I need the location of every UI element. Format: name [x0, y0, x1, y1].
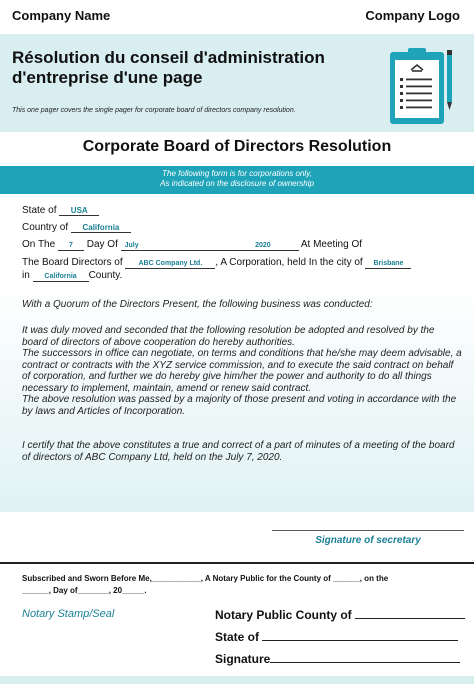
corporation-text: , A Corporation, held In the city of: [215, 257, 363, 268]
clipboard-checklist-icon: [384, 44, 458, 128]
city-field[interactable]: Brisbane: [365, 259, 411, 269]
month-field[interactable]: July: [121, 241, 191, 251]
board-label: The Board Directors of: [22, 257, 123, 268]
notary-stamp-label: Notary Stamp/Seal: [22, 608, 115, 620]
notary-statement-line1: Subscribed and Sworn Before Me,___________, A Notary Public for the County of ______, on the: [22, 574, 389, 583]
state-row: [22, 205, 99, 216]
section-divider: [0, 562, 474, 564]
company-field[interactable]: ABC Company Ltd.: [125, 259, 215, 269]
county-label: County.: [88, 270, 123, 281]
on-the-label: On The: [22, 239, 56, 250]
secretary-signature-label: Signature of secretary: [315, 535, 421, 546]
notary-state-label: State of: [215, 630, 260, 644]
state-label: State of: [22, 205, 57, 216]
certify-paragraph: I certify that the above constitutes a true and correct of a part of minutes of a meeting of the board of directors of ABC Company Ltd, held on the July 7, 2020.: [22, 440, 455, 463]
notary-statement-line2: ______, Day of_______, 20_____.: [22, 586, 147, 595]
resolution-paragraph: [22, 325, 462, 417]
moved-text: It was duly moved and seconded that the following resolution be adopted and resolved by the board of directors of above cooperation do hereby authorities.: [22, 325, 435, 348]
country-row: [22, 222, 131, 233]
notary-county-row: [215, 608, 465, 622]
hero-section: [0, 34, 474, 132]
in-label: in: [22, 270, 30, 281]
country-field[interactable]: California: [71, 223, 131, 233]
successors-text: The successors in office can negotiate, on terms and conditions that he/she may deem advisable, a contract or contracts with the XYZ service commission, and to execute the said contract on behalf of corporation, and further we do hereby give him/her the power and authority to do all things necessary to implement, maintain, amend or renew said contract.: [22, 348, 462, 394]
quorum-paragraph: With a Quorum of the Directors Present, the following business was conducted:: [22, 299, 373, 310]
notary-signature-row: [215, 652, 460, 666]
county-field[interactable]: California: [33, 272, 89, 282]
hero-title-line1: Résolution du conseil d'administration: [12, 48, 325, 67]
at-meeting-label: At Meeting Of: [300, 239, 363, 250]
notary-signature-field[interactable]: [270, 653, 460, 663]
state-field[interactable]: USA: [59, 206, 99, 216]
country-label: Country of: [22, 222, 69, 233]
board-row: [22, 257, 411, 269]
hero-title-line2: d'entreprise d'une page: [12, 68, 203, 87]
hero-subtitle: This one pager covers the single pager for corporate board of directors company resolution.: [12, 107, 296, 114]
hero-title: [12, 48, 352, 88]
band-line2: As indicated on the disclosure of ownership: [160, 179, 314, 188]
notary-signature-label: Signature: [215, 652, 271, 666]
secretary-signature-line[interactable]: [272, 530, 464, 531]
county-row: [22, 270, 122, 282]
document-title: Corporate Board of Directors Resolution: [82, 138, 392, 155]
notary-county-field[interactable]: [355, 609, 465, 619]
bottom-bar: [0, 676, 474, 684]
band-line1: The following form is for corporations only,: [162, 169, 312, 178]
notary-state-row: [215, 630, 458, 644]
company-logo-text: Company Logo: [365, 8, 460, 23]
company-name: Company Name: [12, 8, 111, 23]
date-row: [22, 239, 362, 251]
notary-county-label: Notary Public County of: [215, 608, 352, 622]
day-of-label: Day Of: [86, 239, 118, 250]
info-band: [0, 166, 474, 194]
notary-state-field[interactable]: [262, 631, 458, 641]
year-field[interactable]: 2020: [191, 241, 299, 251]
day-field[interactable]: 7: [58, 241, 84, 251]
top-bar: [0, 0, 474, 34]
passed-text: The above resolution was passed by a majority of those present and voting in accordance with the by laws and Articles of Incorporation.: [22, 394, 457, 417]
